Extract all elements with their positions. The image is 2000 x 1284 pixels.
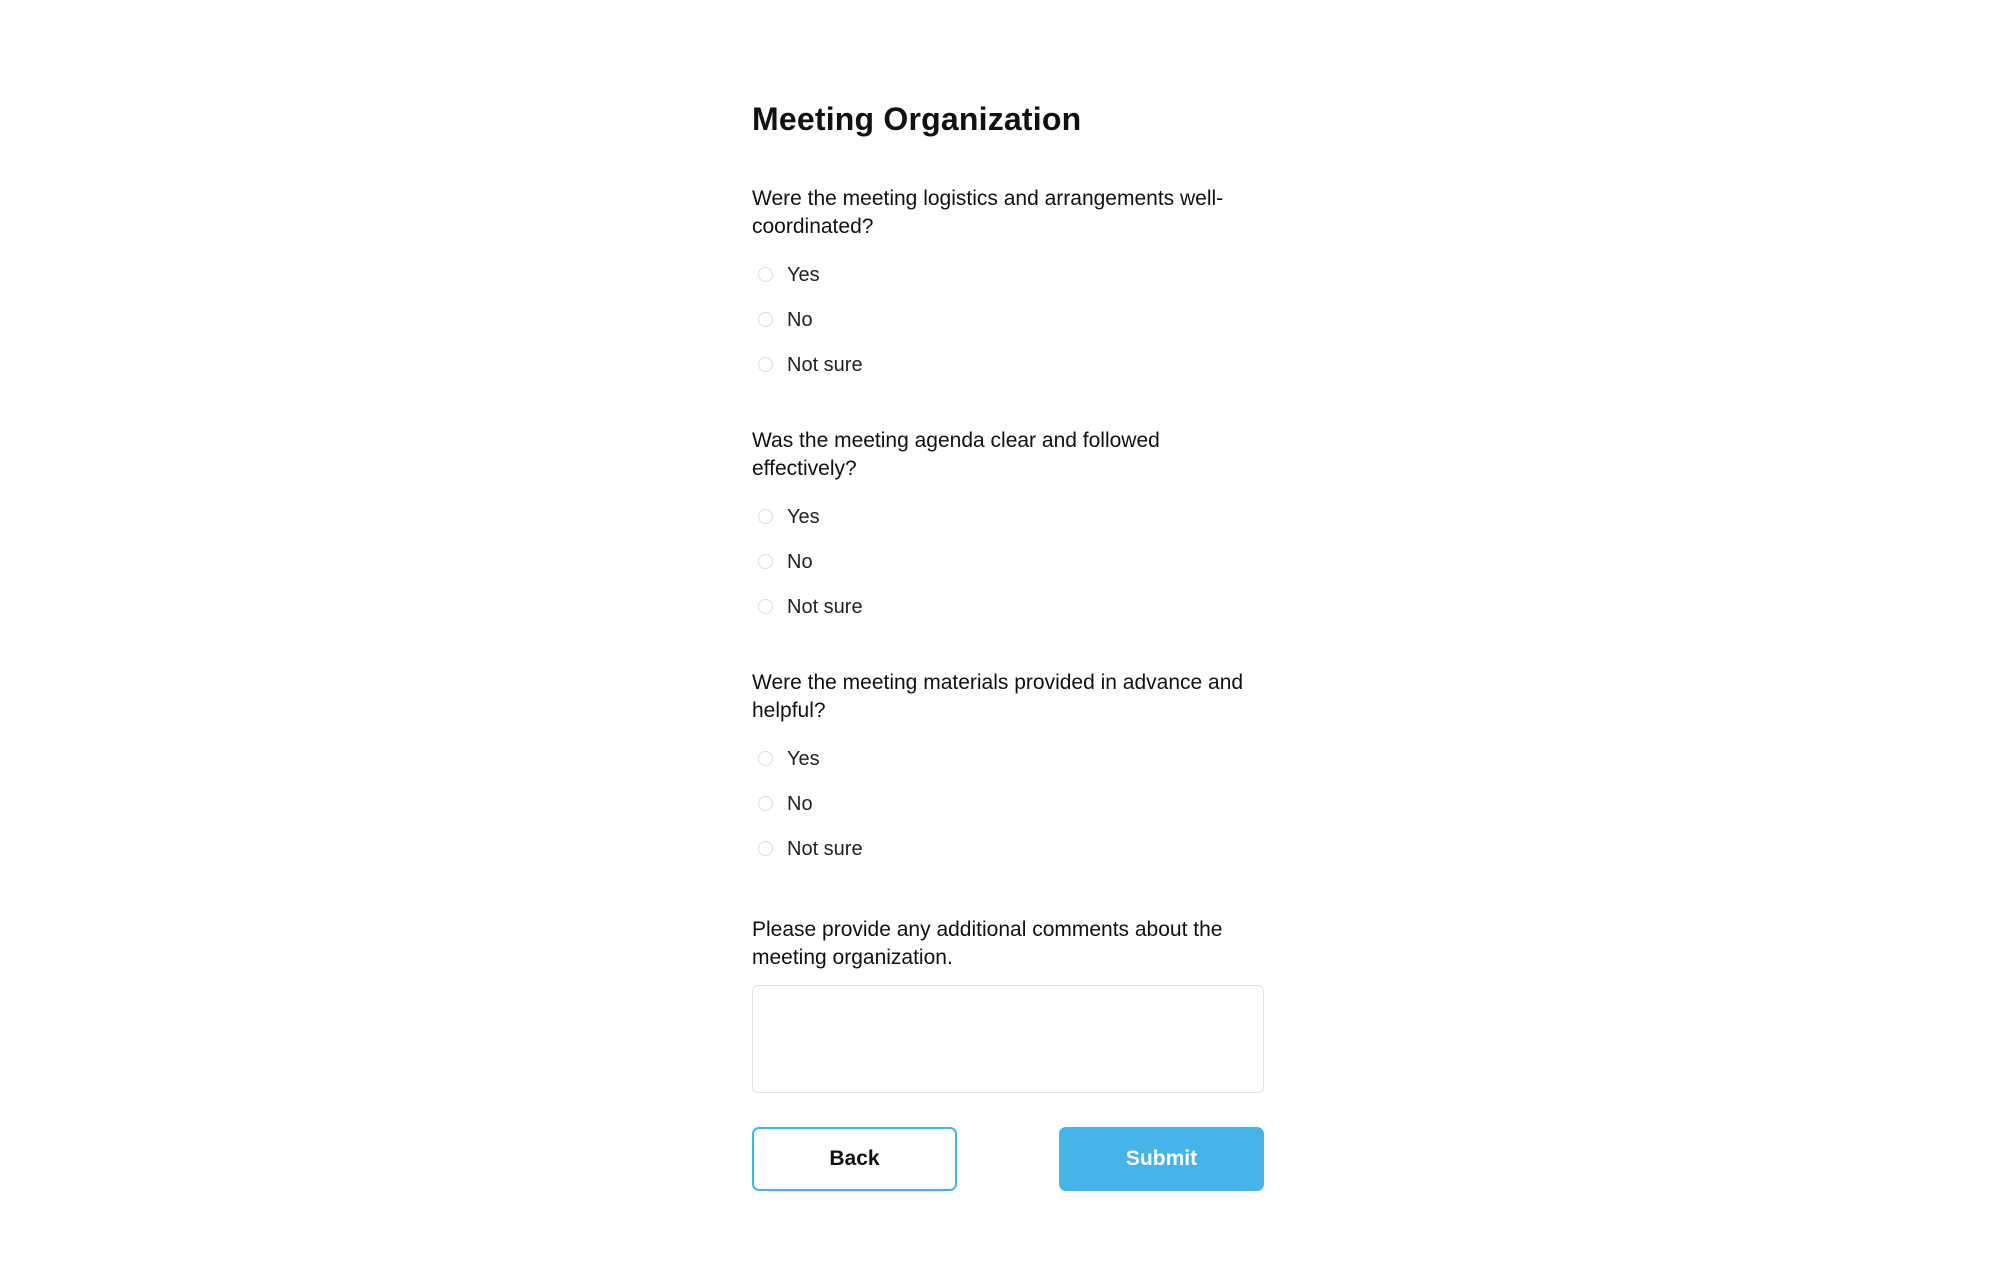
- radio-button[interactable]: [758, 599, 773, 614]
- comments-label: Please provide any additional comments about the meeting organization.: [752, 918, 1223, 969]
- option-label: No: [787, 550, 813, 573]
- radio-button[interactable]: [758, 357, 773, 372]
- radio-button[interactable]: [758, 509, 773, 524]
- radio-button[interactable]: [758, 841, 773, 856]
- option-not-sure[interactable]: [752, 584, 1264, 629]
- option-no[interactable]: [752, 781, 1264, 826]
- question-text: Was the meeting agenda clear and followed effectively?: [752, 429, 1160, 480]
- option-label: No: [787, 308, 813, 331]
- option-not-sure[interactable]: [752, 342, 1264, 387]
- option-no[interactable]: [752, 539, 1264, 584]
- question-materials: [752, 669, 1264, 871]
- option-yes[interactable]: [752, 252, 1264, 297]
- option-yes[interactable]: [752, 494, 1264, 539]
- question-agenda: [752, 427, 1264, 629]
- option-label: Not sure: [787, 837, 863, 860]
- option-label: No: [787, 792, 813, 815]
- option-label: Yes: [787, 505, 820, 528]
- question-text: Were the meeting materials provided in advance and helpful?: [752, 671, 1244, 722]
- radio-button[interactable]: [758, 796, 773, 811]
- option-label: Not sure: [787, 353, 863, 376]
- radio-button[interactable]: [758, 554, 773, 569]
- back-button[interactable]: Back: [752, 1127, 957, 1191]
- comments-textarea[interactable]: [752, 985, 1264, 1093]
- option-label: Yes: [787, 263, 820, 286]
- option-no[interactable]: [752, 297, 1264, 342]
- question-logistics: [752, 185, 1264, 387]
- comments-section: [752, 916, 1264, 1093]
- radio-button[interactable]: [758, 267, 773, 282]
- survey-form: [752, 96, 1264, 1191]
- page-title: Meeting Organization: [752, 101, 1082, 137]
- button-row: [752, 1127, 1264, 1191]
- radio-button[interactable]: [758, 312, 773, 327]
- option-not-sure[interactable]: [752, 826, 1264, 871]
- option-label: Not sure: [787, 595, 863, 618]
- option-label: Yes: [787, 747, 820, 770]
- submit-button[interactable]: Submit: [1059, 1127, 1264, 1191]
- radio-button[interactable]: [758, 751, 773, 766]
- question-text: Were the meeting logistics and arrangements well-coordinated?: [752, 187, 1224, 238]
- option-yes[interactable]: [752, 736, 1264, 781]
